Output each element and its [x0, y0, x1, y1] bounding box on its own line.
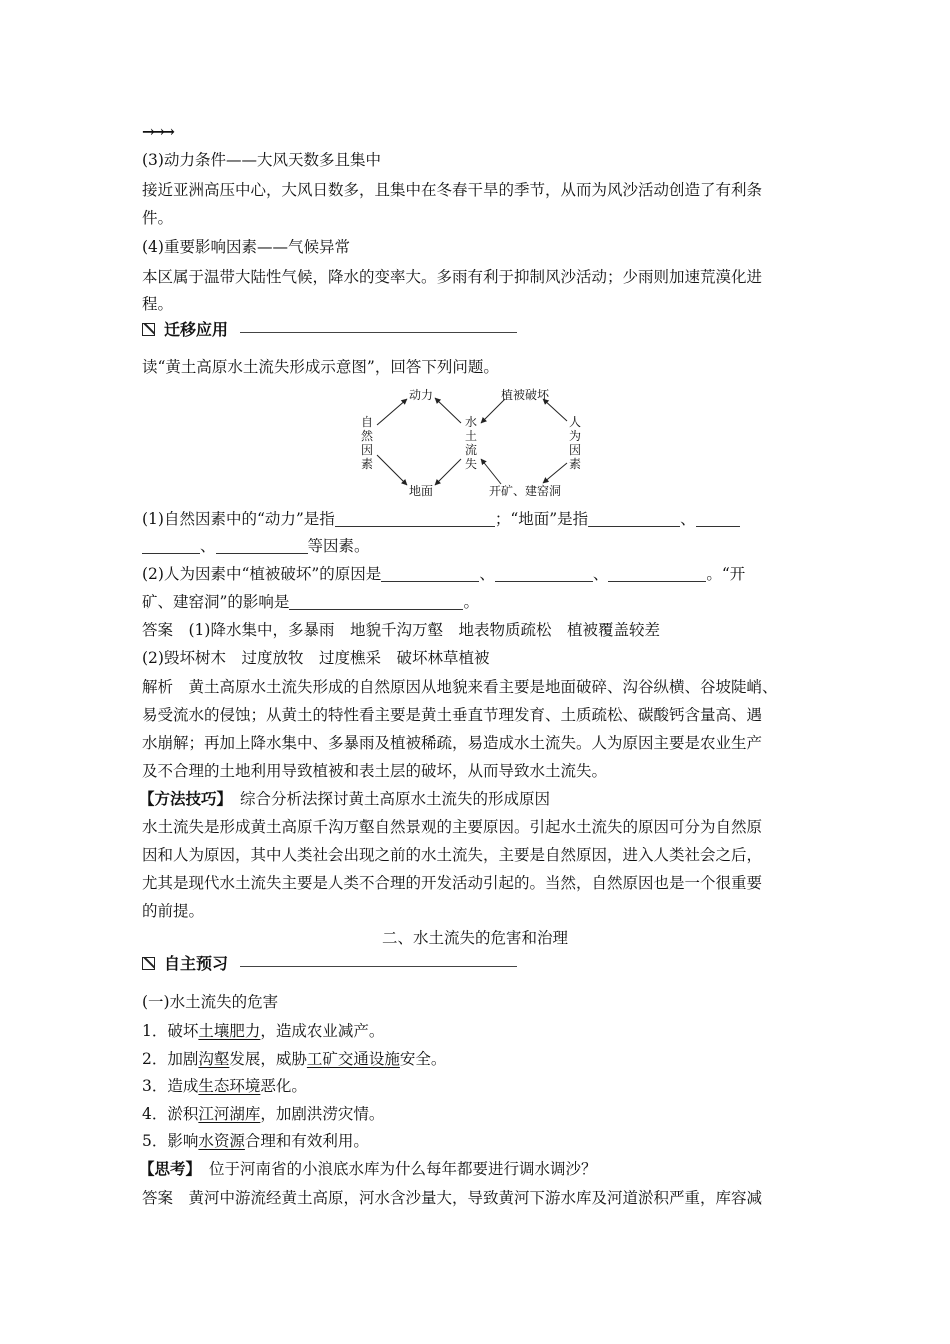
part-2-heading: 二、水土流失的危害和治理	[381, 929, 568, 947]
harm-keyword: 沟壑	[198, 1050, 230, 1068]
soil-erosion-diagram	[355, 385, 595, 503]
method-heading	[139, 789, 551, 809]
diagram-char: 失	[464, 457, 478, 471]
diagram-char: 人	[568, 415, 582, 429]
q2-text: (2)人为因素中“植被破坏”的原因是	[142, 565, 382, 583]
arrow	[543, 399, 567, 421]
question-1-cont	[142, 536, 370, 556]
method-subtitle: 综合分析法探讨黄土高原水土流失的形成原因	[240, 790, 551, 808]
answer-blank[interactable]	[381, 566, 479, 582]
factor-4-body: 本区属于温带大陆性气候，降水的变率大。多雨有利于抑制风沙活动；少雨则加速荒漠化进	[142, 268, 763, 286]
section-transfer-heading	[142, 320, 517, 340]
harm-text: 发展，威胁	[229, 1050, 307, 1068]
harm-text: 3．造成	[142, 1077, 199, 1095]
harm-keyword: 江河湖库	[198, 1105, 261, 1123]
arrow	[377, 455, 407, 485]
think-label: 【思考】	[139, 1159, 202, 1178]
answer-blank[interactable]	[216, 538, 308, 554]
diagram-char: 素	[360, 457, 374, 471]
analysis-line: 及不合理的土地利用导致植被和表土层的破坏，从而导致水土流失。	[142, 762, 608, 780]
factor-3-title: (3)动力条件——大风天数多且集中	[142, 151, 381, 169]
harm-text: 恶化。	[260, 1077, 307, 1095]
harm-text: 1．破坏	[142, 1022, 199, 1040]
harm-keyword: 土壤肥力	[198, 1022, 261, 1040]
factor-4-body: 程。	[142, 295, 174, 313]
harm-text: 安全。	[399, 1050, 447, 1068]
answer-blank[interactable]	[696, 511, 740, 527]
section-preview-heading	[142, 954, 517, 974]
q1-text: 等因素。	[307, 537, 370, 555]
q2-text: 矿、建窑洞”的影响是	[142, 593, 290, 611]
analysis-line: 水崩解；再加上降水集中、多暴雨及植被稀疏，易造成水土流失。人为原因主要是农业生产	[142, 734, 763, 752]
arrow	[481, 399, 505, 423]
diagram-char: 流	[464, 443, 478, 457]
answer-blank[interactable]	[142, 538, 200, 554]
section-rule	[240, 966, 517, 967]
q1-separator: 、	[680, 510, 696, 528]
section-rule	[240, 332, 517, 333]
q2-separator: 、	[592, 565, 609, 583]
section-marker-icon	[142, 323, 155, 336]
diagram-node-mining: 开矿、建窑洞	[488, 484, 562, 498]
harm-keyword: 工矿交通设施	[306, 1050, 400, 1068]
answer-blank[interactable]	[495, 566, 593, 582]
diagram-node-power: 动力	[408, 388, 434, 402]
arrow	[481, 459, 501, 484]
think-question	[139, 1159, 597, 1179]
diagram-char: 水	[464, 415, 478, 429]
arrow	[543, 463, 567, 483]
harm-heading: (一)水土流失的危害	[142, 993, 279, 1011]
answer-blank[interactable]	[335, 511, 495, 527]
harm-text: 4．淤积	[142, 1105, 199, 1123]
harm-keyword: 生态环境	[198, 1077, 261, 1095]
harm-item	[142, 1076, 307, 1096]
method-line: 因和人为原因，其中人类社会出现之前的水土流失，主要是自然原因，进入人类社会之后，	[142, 846, 763, 864]
q2-separator: 、	[479, 565, 495, 583]
section-title: 自主预习	[164, 954, 229, 973]
analysis-line: 易受流水的侵蚀；从黄土的特性看主要是黄土垂直节理发育、土质疏松、碳酸钙含量高、遇	[142, 706, 763, 724]
arrow	[435, 398, 461, 423]
analysis-line: 解析 黄土高原水土流失形成的自然原因从地貌来看主要是地面破碎、沟谷纵横、谷坡陡峭、	[142, 678, 778, 696]
answer-blank[interactable]	[588, 511, 680, 527]
q2-text: 。“开	[706, 565, 746, 583]
question-2-cont	[142, 592, 479, 612]
question-intro: 读“黄土高原水土流失形成示意图”，回答下列问题。	[142, 358, 499, 376]
diagram-char: 然	[360, 429, 374, 443]
factor-3-body: 件。	[142, 209, 174, 227]
harm-item	[142, 1131, 369, 1151]
method-label: 【方法技巧】	[139, 789, 233, 808]
answer-1: 答案 (1)降水集中，多暴雨 地貌千沟万壑 地表物质疏松 植被覆盖较差	[142, 621, 660, 639]
q1-text: (1)自然因素中的“动力”是指	[142, 510, 335, 528]
diagram-char: 素	[568, 457, 582, 471]
arrow	[435, 459, 461, 485]
method-line: 尤其是现代水土流失主要是人类不合理的开发活动引起的。当然，自然原因也是一个很重要	[142, 874, 763, 892]
section-title: 迁移应用	[164, 320, 229, 339]
answer-2: (2)毁坏树木 过度放牧 过度樵采 破坏林草植被	[142, 649, 490, 667]
factor-4-title: (4)重要影响因素——气候异常	[142, 238, 350, 256]
diagram-node-ground: 地面	[408, 484, 434, 498]
harm-item	[142, 1104, 384, 1124]
q1-text: ；“地面”是指	[494, 510, 589, 528]
center-column-label	[465, 414, 477, 471]
diagram-char: 因	[360, 443, 374, 457]
harm-item	[142, 1021, 384, 1041]
arrow	[377, 399, 407, 425]
left-column-label	[361, 415, 374, 471]
answer-blank[interactable]	[289, 594, 463, 610]
q2-text: 。	[463, 593, 479, 611]
method-line: 水土流失是形成黄土高原千沟万壑自然景观的主要原因。引起水土流失的原因可分为自然原	[142, 818, 763, 836]
diagram-node-vegetation: 植被破坏	[500, 388, 550, 402]
harm-text: 合理和有效利用。	[244, 1132, 369, 1150]
harm-text: 5．影响	[142, 1132, 199, 1150]
harm-text: ，加剧洪涝灾情。	[260, 1105, 385, 1123]
think-question-text: 位于河南省的小浪底水库为什么每年都要进行调水调沙？	[209, 1160, 597, 1178]
question-1	[142, 509, 740, 529]
harm-text: ，造成农业减产。	[260, 1022, 385, 1040]
method-line: 的前提。	[142, 902, 205, 920]
right-column-label	[569, 415, 581, 471]
section-marker-icon	[142, 957, 155, 970]
top-arrows: →→→	[142, 122, 172, 141]
diagram-char: 为	[568, 429, 582, 443]
q1-separator: 、	[200, 537, 216, 555]
harm-item	[142, 1049, 446, 1069]
answer-blank[interactable]	[608, 566, 706, 582]
factor-3-body: 接近亚洲高压中心，大风日数多，且集中在冬春干旱的季节，从而为风沙活动创造了有利条	[142, 181, 763, 199]
diagram-char: 土	[464, 429, 478, 443]
harm-keyword: 水资源	[198, 1132, 245, 1150]
diagram-char: 因	[568, 443, 582, 457]
harm-text: 2．加剧	[142, 1050, 199, 1068]
think-answer: 答案 黄河中游流经黄土高原，河水含沙量大，导致黄河下游水库及河道淤积严重，库容减	[142, 1189, 763, 1207]
diagram-char: 自	[360, 415, 374, 429]
question-2	[142, 564, 745, 584]
